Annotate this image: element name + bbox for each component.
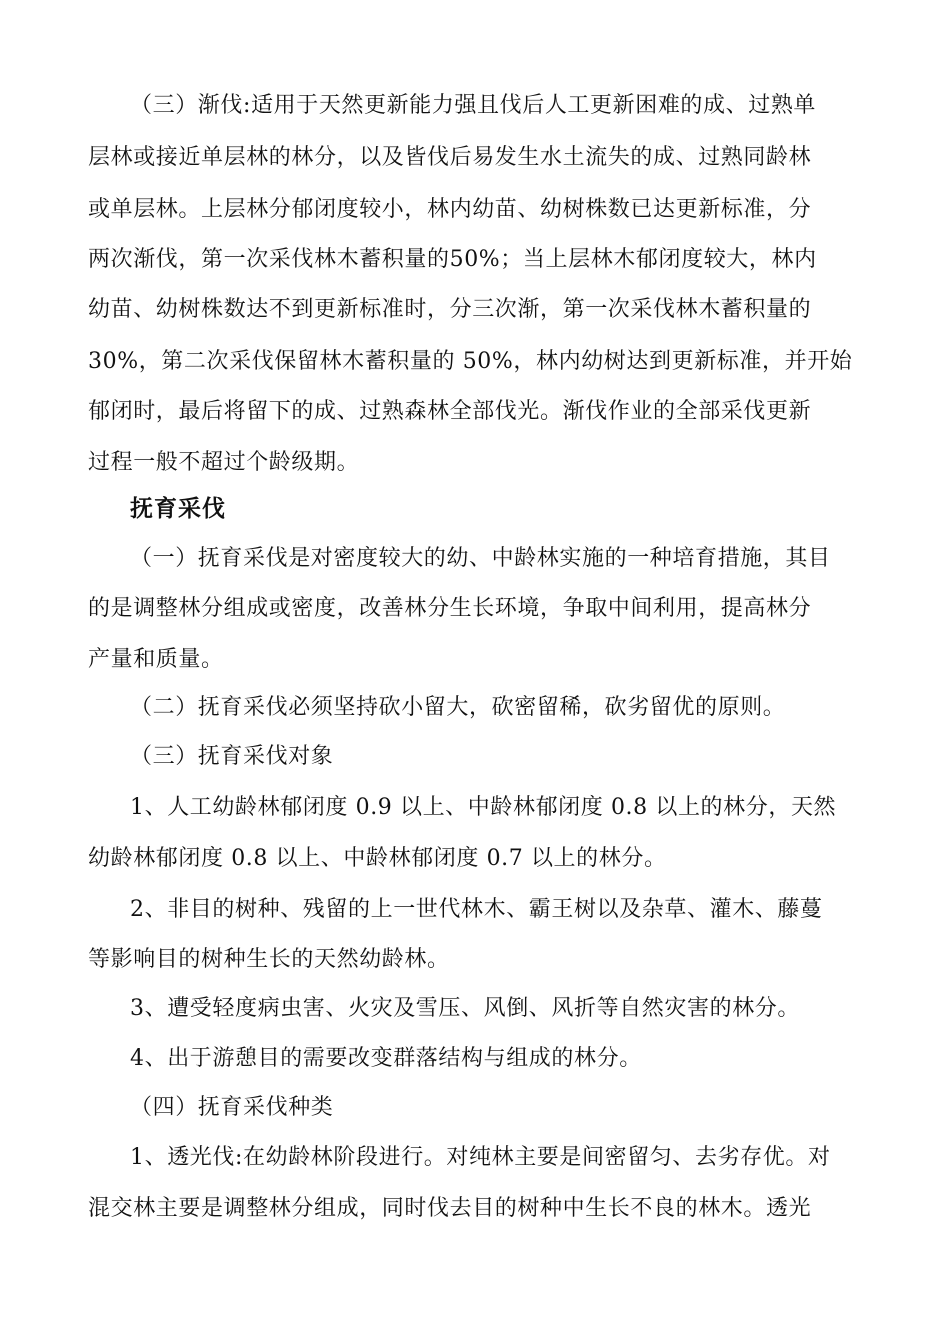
list-item: 1、透光伐:在幼龄林阶段进行。对纯林主要是间密留匀、去劣存优。对 bbox=[130, 1145, 831, 1170]
text-line: （一）抚育采伐是对密度较大的幼、中龄林实施的一种培育措施，其目 bbox=[130, 546, 831, 571]
text-line: 产量和质量。 bbox=[88, 647, 224, 672]
list-item: 2、非目的树种、残留的上一世代林木、霸王树以及杂草、灌木、藤蔓 bbox=[130, 897, 823, 922]
text-line: 郁闭时，最后将留下的成、过熟森林全部伐光。渐伐作业的全部采伐更新 bbox=[88, 399, 812, 424]
text-line: （三）渐伐:适用于天然更新能力强且伐后人工更新困难的成、过熟单 bbox=[130, 93, 817, 118]
list-item: 4、出于游憩目的需要改变群落结构与组成的林分。 bbox=[130, 1046, 642, 1071]
text-line: 或单层林。上层林分郁闭度较小，林内幼苗、幼树株数已达更新标准，分 bbox=[88, 197, 812, 222]
text-line: 过程一般不超过个龄级期。 bbox=[88, 450, 360, 475]
section-heading: 抚育采伐 bbox=[130, 496, 226, 522]
text-line: 等影响目的树种生长的天然幼龄林。 bbox=[88, 947, 450, 972]
text-line: 幼龄林郁闭度 0.8 以上、中龄林郁闭度 0.7 以上的林分。 bbox=[88, 846, 667, 871]
list-item: 3、遭受轻度病虫害、火灾及雪压、风倒、风折等自然灾害的林分。 bbox=[130, 996, 800, 1021]
text-line: （二）抚育采伐必须坚持砍小留大，砍密留稀，砍劣留优的原则。 bbox=[130, 695, 786, 720]
subsection-title: （四）抚育采伐种类 bbox=[130, 1095, 334, 1120]
text-line: 混交林主要是调整林分组成，同时伐去目的树种中生长不良的林木。透光 bbox=[88, 1196, 812, 1221]
subsection-title: （三）抚育采伐对象 bbox=[130, 744, 334, 769]
text-line: 的是调整林分组成或密度，改善林分生长环境，争取中间利用，提高林分 bbox=[88, 596, 812, 621]
text-line: 幼苗、幼树株数达不到更新标准时，分三次渐，第一次采伐林木蓄积量的 bbox=[88, 297, 812, 322]
text-line: 30%，第二次采伐保留林木蓄积量的 50%，林内幼树达到更新标准，并开始 bbox=[88, 349, 853, 374]
list-item: 1、人工幼龄林郁闭度 0.9 以上、中龄林郁闭度 0.8 以上的林分，天然 bbox=[130, 795, 837, 820]
text-line: 层林或接近单层林的林分，以及皆伐后易发生水土流失的成、过熟同龄林 bbox=[88, 145, 812, 170]
text-line: 两次渐伐，第一次采伐林木蓄积量的50%；当上层林木郁闭度较大，林内 bbox=[88, 247, 817, 272]
